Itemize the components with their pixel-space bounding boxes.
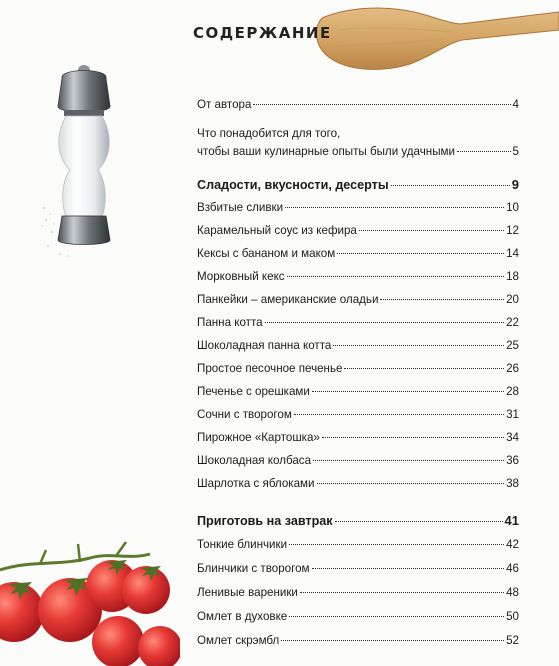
spatula-illustration bbox=[310, 0, 559, 80]
entry-page: 36 bbox=[506, 454, 519, 467]
leader-dots bbox=[333, 345, 504, 346]
entry-page: 10 bbox=[506, 201, 519, 214]
toc-entry bbox=[197, 201, 519, 215]
toc-entry bbox=[197, 562, 519, 576]
entry-page: 12 bbox=[506, 224, 519, 237]
entry-page: 25 bbox=[506, 339, 519, 352]
entry-page: 4 bbox=[512, 98, 519, 111]
entry-page: 5 bbox=[512, 145, 519, 158]
entry-title: Карамельный соус из кефира bbox=[197, 224, 357, 237]
toc-entry bbox=[197, 270, 519, 284]
leader-dots bbox=[313, 460, 504, 461]
entry-title: Печенье с орешками bbox=[197, 385, 310, 398]
leader-dots bbox=[289, 544, 504, 545]
entry-title: Простое песочное печенье bbox=[197, 362, 343, 375]
entry-title: Шоколадная панна котта bbox=[197, 339, 332, 352]
leader-dots bbox=[265, 322, 505, 323]
entry-page: 50 bbox=[506, 610, 519, 623]
entry-title: Панкейки – американские оладьи bbox=[197, 293, 379, 306]
leader-dots bbox=[344, 368, 504, 369]
leader-dots bbox=[317, 483, 505, 484]
toc-entry bbox=[197, 477, 519, 491]
entry-page: 34 bbox=[506, 431, 519, 444]
entry-title: Морковный кекс bbox=[197, 270, 285, 283]
entry-title-line1: Что понадобится для того, bbox=[197, 127, 341, 140]
entry-title: Омлет скрэмбл bbox=[197, 634, 280, 647]
toc-entry bbox=[197, 247, 519, 261]
entry-title: Ленивые вареники bbox=[197, 586, 298, 599]
toc-entry bbox=[197, 339, 519, 353]
leader-dots bbox=[300, 592, 504, 593]
entry-title: От автора bbox=[197, 98, 252, 111]
leader-dots bbox=[335, 521, 503, 522]
section-page: 41 bbox=[504, 513, 519, 528]
entry-title: Тонкие блинчики bbox=[197, 538, 288, 551]
entry-title: Кексы с бананом и маком bbox=[197, 247, 336, 260]
toc-entry bbox=[197, 293, 519, 307]
toc-entry bbox=[197, 98, 519, 112]
toc-entry bbox=[197, 224, 519, 238]
leader-dots bbox=[289, 616, 504, 617]
leader-dots bbox=[380, 299, 504, 300]
toc-entry bbox=[197, 634, 519, 648]
entry-page: 48 bbox=[506, 586, 519, 599]
entry-title: Омлет в духовке bbox=[197, 610, 288, 623]
leader-dots bbox=[281, 640, 504, 641]
tomatoes-illustration bbox=[0, 530, 180, 666]
leader-dots bbox=[312, 391, 504, 392]
toc-entry bbox=[197, 538, 519, 552]
toc-entry bbox=[197, 610, 519, 624]
entry-title: Взбитые сливки bbox=[197, 201, 284, 214]
leader-dots bbox=[337, 253, 504, 254]
toc-entry bbox=[197, 385, 519, 399]
entry-title: Шарлотка с яблоками bbox=[197, 477, 315, 490]
entry-page: 46 bbox=[506, 562, 519, 575]
section-page: 9 bbox=[511, 177, 519, 192]
leader-dots bbox=[294, 414, 504, 415]
toc-entry bbox=[197, 362, 519, 376]
entry-page: 14 bbox=[506, 247, 519, 260]
entry-title: Панна котта bbox=[197, 316, 263, 329]
entry-title: Шоколадная колбаса bbox=[197, 454, 312, 467]
entry-page: 42 bbox=[506, 538, 519, 551]
section-title: Приготовь на завтрак bbox=[197, 514, 333, 528]
leader-dots bbox=[391, 185, 510, 186]
entry-page: 31 bbox=[506, 408, 519, 421]
entry-page: 22 bbox=[506, 316, 519, 329]
leader-dots bbox=[457, 151, 511, 152]
leader-dots bbox=[287, 276, 505, 277]
leader-dots bbox=[285, 207, 504, 208]
entry-title: Пирожное «Картошка» bbox=[197, 431, 320, 444]
leader-dots bbox=[322, 437, 504, 438]
entry-page: 20 bbox=[506, 293, 519, 306]
leader-dots bbox=[359, 230, 504, 231]
toc-entry bbox=[197, 408, 519, 422]
page-title: СОДЕРЖАНИЕ bbox=[193, 24, 332, 42]
toc-entry-multiline bbox=[197, 127, 519, 158]
section-heading bbox=[197, 514, 519, 528]
entry-page: 38 bbox=[506, 477, 519, 490]
pepper-grinder-illustration bbox=[40, 58, 130, 258]
toc-entry bbox=[197, 431, 519, 445]
toc-entry bbox=[197, 586, 519, 600]
entry-page: 28 bbox=[506, 385, 519, 398]
toc-entry bbox=[197, 145, 519, 159]
section-heading bbox=[197, 178, 519, 192]
leader-dots bbox=[312, 568, 505, 569]
entry-page: 52 bbox=[506, 634, 519, 647]
entry-title: Сочни с творогом bbox=[197, 408, 292, 421]
toc-entry bbox=[197, 454, 519, 468]
entry-title-line2: чтобы ваши кулинарные опыты были удачными bbox=[197, 145, 455, 158]
toc-entry bbox=[197, 316, 519, 330]
entry-page: 18 bbox=[506, 270, 519, 283]
section-title: Сладости, вкусности, десерты bbox=[197, 178, 389, 192]
leader-dots bbox=[253, 104, 510, 105]
entry-page: 26 bbox=[506, 362, 519, 375]
entry-title: Блинчики с творогом bbox=[197, 562, 310, 575]
